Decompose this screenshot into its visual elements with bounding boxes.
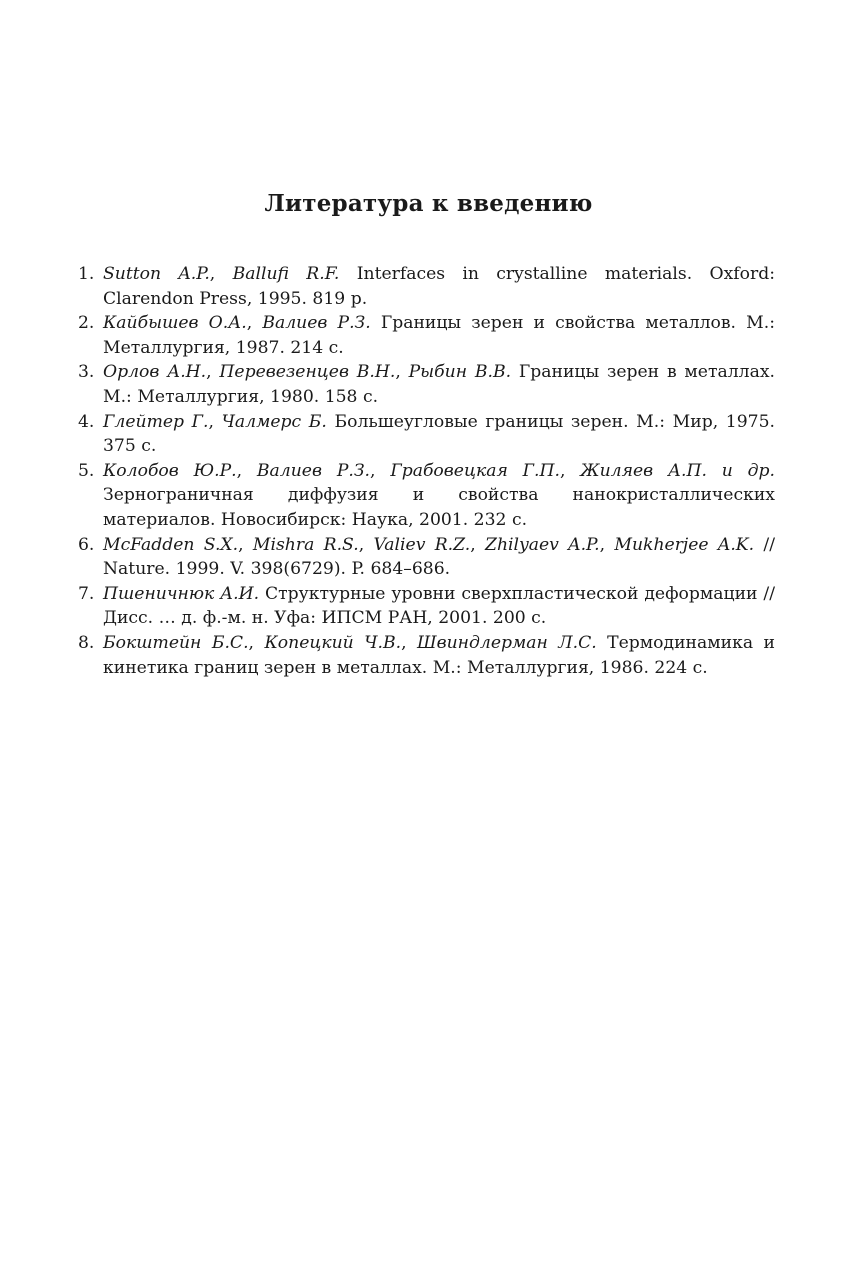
reference-number: 6. bbox=[78, 534, 95, 555]
reference-text: Большеугловые границы зерен. М.: Мир, 1975. 375 с. bbox=[103, 411, 775, 457]
reference-item: 5. Колобов Ю.Р., Валиев Р.З., Грабовецкая Г.П., Жиляев А.П. и др. Зернограничная диффузия и свойства нанокристаллических материалов. Новосибирск: Наука, 2001. 232 с. bbox=[78, 460, 775, 530]
reference-author: Швиндлерман Л.С. bbox=[416, 632, 597, 653]
reference-number: 8. bbox=[78, 632, 95, 653]
reference-text: Термодинамика и кинетика границ зерен в металлах. М.: Металлургия, 1986. 224 с. bbox=[103, 632, 775, 678]
reference-number: 3. bbox=[78, 362, 95, 383]
reference-item: 2. Кайбышев О.А., Валиев Р.З. Границы зерен и свойства металлов. М.: Металлургия, 1987. 214 с. bbox=[78, 313, 775, 358]
reference-author: Чалмерс Б. bbox=[221, 411, 327, 432]
page-title: Литература к введению bbox=[264, 190, 593, 217]
reference-text: Границы зерен в металлах. М.: Металлургия, 1980. 158 с. bbox=[103, 362, 775, 407]
reference-item: 6. McFadden S.X., Mishra R.S., Valiev R.Z., Zhilyaev A.P., Mukherjee A.K. // Nature. 1999. V. 398(6729). P. 684–686. bbox=[78, 534, 775, 580]
reference-author: Валиев Р.З. bbox=[256, 460, 371, 481]
reference-item: 4. Глейтер Г., Чалмерс Б. Большеугловые границы зерен. М.: Мир, 1975. 375 с. bbox=[78, 411, 775, 457]
reference-author: Zhilyaev A.P. bbox=[485, 534, 600, 555]
reference-author: McFadden S.X. bbox=[103, 534, 239, 555]
reference-number: 1. bbox=[78, 264, 95, 284]
reference-text: Структурные уровни сверхпластической деформации // Дисс. … д. ф.-м. н. Уфа: ИПСМ РАН, 2001. 200 с. bbox=[103, 583, 775, 629]
reference-author: Рыбин В.В. bbox=[408, 362, 512, 383]
reference-author: Mishra R.S. bbox=[252, 534, 359, 555]
reference-author: Грабовецкая Г.П. bbox=[390, 460, 560, 481]
reference-author: Валиев Р.З. bbox=[262, 313, 371, 334]
reference-author: Пшеничнюк А.И. bbox=[103, 583, 260, 604]
reference-author: Ballufi R.F. bbox=[232, 264, 340, 284]
reference-author: Колобов Ю.Р. bbox=[103, 460, 237, 481]
reference-author: Sutton A.P. bbox=[103, 264, 210, 284]
reference-item bbox=[78, 582, 775, 631]
reference-number: 5. bbox=[78, 460, 95, 481]
reference-author: Mukherjee A.K. bbox=[614, 534, 755, 555]
reference-item: 1. Sutton A.P., Ballufi R.F. Interfaces in crystalline materials. Oxford: Clarendon Press, 1995. 819 p. bbox=[78, 264, 775, 309]
reference-text: Границы зерен и свойства металлов. М.: Металлургия, 1987. 214 с. bbox=[103, 313, 775, 358]
reference-author: Жиляев А.П. и др. bbox=[580, 460, 775, 481]
reference-author: Кайбышев О.А. bbox=[103, 313, 247, 334]
reference-author: Valiev R.Z. bbox=[373, 534, 471, 555]
reference-text: // Nature. 1999. V. 398(6729). P. 684–686. bbox=[103, 534, 775, 580]
reference-list bbox=[78, 262, 775, 680]
reference-text: Interfaces in crystalline materials. Oxford: Clarendon Press, 1995. 819 p. bbox=[103, 264, 775, 309]
reference-number: 2. bbox=[78, 313, 95, 334]
reference-author: Глейтер Г. bbox=[103, 411, 209, 432]
reference-author: Бокштейн Б.С. bbox=[103, 632, 249, 653]
reference-author: Орлов А.Н. bbox=[103, 362, 207, 383]
reference-item: 8. Бокштейн Б.С., Копецкий Ч.В., Швиндлерман Л.С. Термодинамика и кинетика границ зерен в металлах. М.: Металлургия, 1986. 224 с. bbox=[78, 632, 775, 678]
reference-number: 4. bbox=[78, 411, 95, 432]
reference-number: 7. bbox=[78, 583, 95, 604]
reference-author: Копецкий Ч.В. bbox=[264, 632, 402, 653]
reference-author: Перевезенцев В.Н. bbox=[219, 362, 396, 383]
reference-text: Зернограничная диффузия и свойства нанокристаллических материалов. Новосибирск: Наука, 2001. 232 с. bbox=[103, 485, 775, 530]
reference-item: 3. Орлов А.Н., Перевезенцев В.Н., Рыбин В.В. Границы зерен в металлах. М.: Металлургия, 1980. 158 с. bbox=[78, 362, 775, 407]
